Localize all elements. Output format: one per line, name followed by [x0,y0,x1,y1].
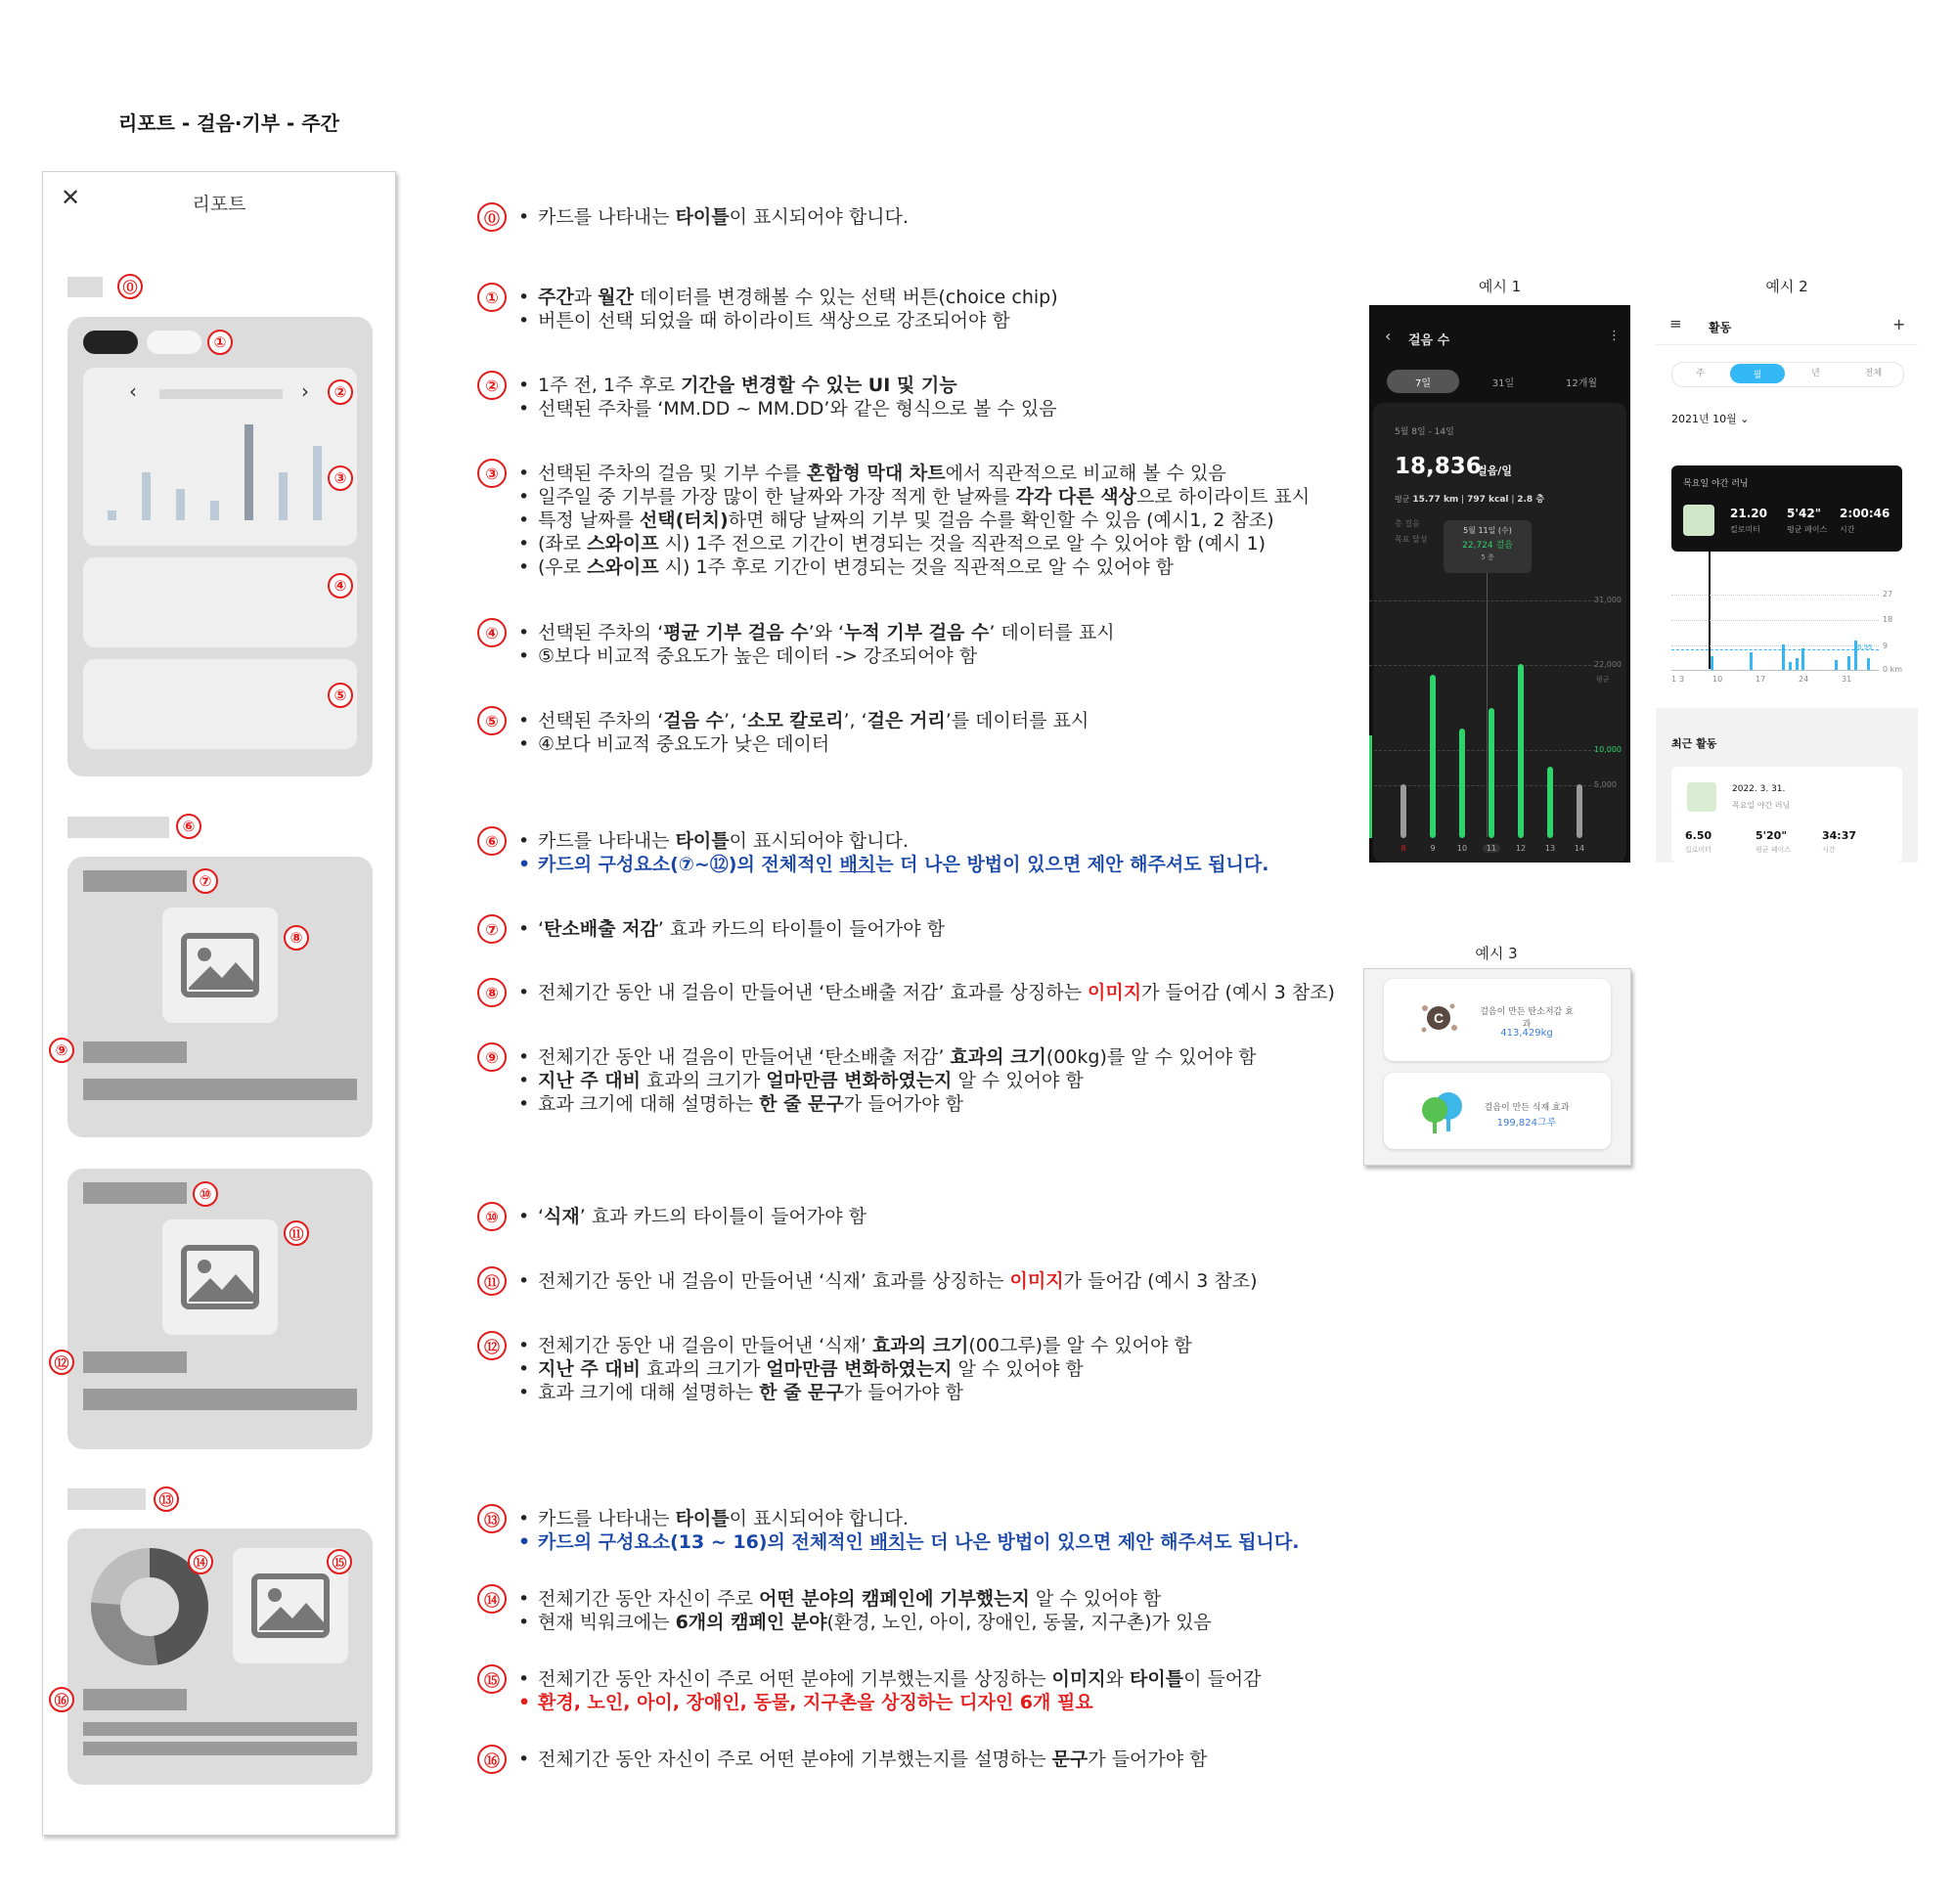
map-thumbnail-icon [1687,782,1716,812]
tree-icon [1419,1086,1464,1135]
day-tick[interactable]: 10 [1456,844,1468,853]
tab-12months[interactable]: 12개월 [1565,377,1598,389]
marker-7: ⑦ [477,914,507,944]
recent-name: 목요일 야간 러닝 [1732,801,1791,810]
distance-bar[interactable] [1835,660,1838,670]
header-title: 활동 [1709,321,1732,334]
desc-line: • 전체기간 동안 자신이 주로 어떤 분야의 캠페인에 기부했는지 알 수 있어야 함 [518,1587,1161,1611]
marker-0: ⓪ [477,202,507,232]
x-tick: 17 [1756,675,1766,684]
desc-line: • 카드의 구성요소(13 ~ 16)의 전체적인 배치는 더 나은 방법이 있으면 제안 해주셔도 됩니다. [518,1530,1299,1554]
menu-icon[interactable]: ≡ [1669,315,1682,332]
card-title-placeholder [83,870,187,892]
marker-13: ⑬ [477,1504,507,1533]
back-icon[interactable]: ‹ [1385,327,1392,345]
tab-7days[interactable]: 7일 [1387,370,1459,393]
close-icon[interactable]: ✕ [61,184,81,211]
metric-pace: 5'42" [1787,507,1821,520]
desc-line: • 일주일 중 기부를 가장 많이 한 날짜와 가장 적게 한 날짜를 각각 다른 색상으로 하이라이트 표시 [518,485,1310,509]
distance-bar[interactable] [1711,656,1713,670]
steps-stats-card [83,659,357,749]
header-title: 걸음 수 [1408,333,1450,348]
marker-9: ⑨ [49,1038,74,1063]
marker-15: ⑮ [477,1664,507,1694]
chart-bar[interactable] [279,472,288,520]
marker-0: ⓪ [117,274,143,299]
example2-label: 예시 2 [1765,278,1808,295]
metric-time-label: 시간 [1840,525,1855,534]
desc-line: • 선택된 주차의 걸음 및 기부 수를 혼합형 막대 차트에서 직관적으로 비교해 볼 수 있음 [518,462,1226,485]
add-icon[interactable]: + [1892,315,1906,333]
y-tick: 0 km [1883,665,1903,674]
distance-bar[interactable] [1801,648,1804,670]
card-title: 목요일 야간 러닝 [1683,479,1749,489]
description-list [477,0,1335,1858]
example1-label: 예시 1 [1478,278,1522,295]
marker-8: ⑧ [284,925,309,951]
x-axis-line [1671,670,1879,671]
date-range: 5월 8일 - 14일 [1395,427,1454,437]
recent-title: 최근 활동 [1671,737,1717,750]
avg-label: 평균 [1596,676,1610,684]
chart-bar[interactable] [313,446,322,520]
desc-line: • ④보다 비교적 중요도가 낮은 데이터 [518,732,829,756]
x-axis [1393,844,1598,860]
steps-bar[interactable] [1430,675,1436,838]
y-tick: 22,000 [1594,660,1622,669]
example3-screenshot [1363,968,1631,1166]
distance-bar[interactable] [1847,656,1850,670]
marker-12: ⑫ [49,1350,74,1375]
marker-11: ⑪ [477,1266,507,1296]
desc-line: • (우로 스와이프 시) 1주 후로 기간이 변경되는 것을 직관적으로 알 수 있어야 함 [518,555,1174,579]
marker-4: ④ [477,618,507,647]
metric-distance: 21.20 [1730,507,1767,520]
desc-line: • 카드를 나타내는 타이틀이 표시되어야 합니다. [518,205,909,229]
map-thumbnail-icon [1683,505,1714,536]
desc-line: • 선택된 주차의 ‘평균 기부 걸음 수’와 ‘누적 기부 걸음 수’ 데이터를 표시 [518,621,1115,644]
steps-bar[interactable] [1489,708,1494,838]
desc-line: • 특정 날짜를 선택(터치)하면 해당 날짜의 기부 및 걸음 수를 확인할 수 있음 (예시1, 2 참조) [518,509,1274,532]
marker-7: ⑦ [193,868,218,894]
tab-31days[interactable]: 31일 [1491,377,1515,389]
avg-donation-card [83,557,357,647]
day-tick[interactable]: 11 [1483,844,1500,853]
tooltip [1444,520,1532,573]
distance-bar[interactable] [1789,662,1792,670]
report-title: 리포트 [192,194,246,215]
prev-week-icon[interactable]: ‹ [129,379,137,403]
effect-text-placeholder [83,1079,357,1100]
desc-line: • 효과 크기에 대해 설명하는 한 줄 문구가 들어가야 함 [518,1092,963,1116]
section-title-placeholder [67,1488,146,1510]
day-tick[interactable]: 9 [1430,844,1436,853]
marker-16: ⑯ [477,1745,507,1774]
effect-value-placeholder [83,1351,187,1373]
desc-line: • 현재 빅워크에는 6개의 캠페인 분야(환경, 노인, 아이, 장애인, 동물, 지구촌)가 있음 [518,1611,1212,1634]
desc-line: • 전체기간 동안 내 걸음이 만들어낸 ‘탄소배출 저감’ 효과의 크기(00kg)를 알 수 있어야 함 [518,1045,1257,1069]
marker-14: ⑭ [477,1584,507,1614]
marker-5: ⑤ [477,706,507,735]
weekly-chip[interactable] [83,331,138,354]
steps-bar[interactable] [1400,784,1406,838]
campaign-text-placeholder [83,1722,357,1736]
section-title-placeholder [67,277,103,297]
chart-bar[interactable] [210,501,219,520]
recent-time-label: 시간 [1822,846,1836,854]
recent-date: 2022. 3. 31. [1732,784,1786,794]
next-week-icon[interactable]: › [301,379,309,403]
steps-bar[interactable] [1459,729,1465,838]
day-tick[interactable]: 8 [1400,844,1406,853]
distance-bar[interactable] [1782,644,1785,670]
desc-line: • 지난 주 대비 효과의 크기가 얼마만큼 변화하였는지 알 수 있어야 함 [518,1069,1084,1092]
steps-bar[interactable] [1518,664,1524,838]
desc-line: • 지난 주 대비 효과의 크기가 얼마만큼 변화하였는지 알 수 있어야 함 [518,1357,1084,1381]
desc-line: • (좌로 스와이프 시) 1주 전으로 기간이 변경되는 것을 직관적으로 알 수 있어야 함 (예시 1) [518,532,1266,555]
carbon-effect-value: 413,429kg [1500,1028,1553,1039]
y-tick: 9 [1883,642,1889,650]
desc-line: • ‘식재’ 효과 카드의 타이틀이 들어가야 함 [518,1205,867,1228]
marker-8: ⑧ [477,978,507,1007]
steps-bar[interactable] [1547,767,1553,838]
distance-bar[interactable] [1750,652,1753,670]
more-icon[interactable]: ⋮ [1608,329,1621,343]
y-tick: 10,000 [1594,745,1622,754]
desc-line: • 버튼이 선택 되었을 때 하이라이트 색상으로 강조되어야 함 [518,309,1010,332]
x-tick: 31 [1842,675,1852,684]
card-title-placeholder [83,1182,187,1204]
desc-line: • 카드의 구성요소(⑦~⑫)의 전체적인 배치는 더 나은 방법이 있으면 제안 해주셔도 됩니다. [518,853,1268,876]
steps-bar-chart[interactable] [1393,598,1598,838]
desc-line: • 선택된 주차를 ‘MM.DD ~ MM.DD’와 같은 형식으로 볼 수 있음 [518,397,1057,421]
marker-4: ④ [328,573,353,598]
example2-screenshot [1656,305,1918,863]
desc-line: • 1주 전, 1주 후로 기간을 변경할 수 있는 UI 및 기능 [518,374,957,397]
tooltip-date: 5월 11일 (수) [1463,526,1512,535]
marker-3: ③ [328,465,353,491]
tab-all[interactable]: 전체 [1864,369,1883,378]
desc-line: • 전체기간 동안 내 걸음이 만들어낸 ‘식재’ 효과를 상징하는 이미지가 들어감 (예시 3 참조) [518,1269,1258,1293]
planting-effect-title: 걸음이 만든 식재 효과 [1484,1103,1570,1113]
day-tick[interactable]: 14 [1574,844,1585,853]
desc-line: • 전체기간 동안 자신이 주로 어떤 분야에 기부했는지를 상징하는 이미지와 타이틀이 들어감 [518,1667,1262,1691]
example3-label: 예시 3 [1475,945,1518,962]
monthly-chip[interactable] [147,331,201,354]
marker-1: ① [477,283,507,312]
planting-effect-value: 199,824그루 [1496,1118,1557,1129]
desc-line: • 효과 크기에 대해 설명하는 한 줄 문구가 들어가야 함 [518,1381,963,1404]
goal-label: 목표 달성 [1395,535,1428,544]
recent-distance-label: 킬로미터 [1685,846,1712,854]
y-tick: 27 [1883,590,1893,598]
avg-steps-unit: 걸음/일 [1477,465,1512,477]
metric-time: 2:00:46 [1840,507,1890,520]
avg-tick: 6.95 [1857,643,1873,651]
y-tick: 31,000 [1594,596,1622,604]
page-title: 리포트 - 걸음·기부 - 주간 [118,111,339,135]
desc-line: • 전체기간 동안 자신이 주로 어떤 분야에 기부했는지를 설명하는 문구가 들어가야 함 [518,1748,1207,1771]
desc-line: • 주간과 월간 데이터를 변경해볼 수 있는 선택 버튼(choice chip) [518,286,1058,309]
x-tick: 10 [1712,675,1723,684]
gridline [1671,595,1879,597]
marker-13: ⑬ [154,1486,179,1512]
recent-pace: 5'20" [1756,829,1788,842]
svg-text:C: C [1433,1010,1445,1026]
marker-5: ⑤ [328,683,353,708]
tab-year[interactable]: 년 [1811,369,1820,378]
divider [1656,344,1918,345]
distance-bar[interactable] [1867,658,1870,670]
campaign-text-placeholder [83,1742,357,1755]
total-steps-label: 총 걸음 [1395,519,1420,528]
metric-pace-label: 평균 페이스 [1787,525,1828,534]
desc-line: • ⑤보다 비교적 중요도가 높은 데이터 -> 강조되어야 함 [518,644,977,668]
marker-6: ⑥ [176,814,201,839]
chart-bar[interactable] [108,510,116,520]
tab-week[interactable]: 주 [1696,369,1705,378]
example1-screenshot [1369,305,1630,863]
desc-line: • 카드를 나타내는 타이틀이 표시되어야 합니다. [518,1507,909,1530]
effect-value-placeholder [83,1041,187,1063]
tooltip-steps: 22,724 걸음 [1462,541,1513,551]
marker-11: ⑪ [284,1220,309,1246]
y-tick: 5,000 [1594,780,1617,789]
effect-text-placeholder [83,1389,357,1410]
marker-15: ⑮ [327,1549,352,1574]
distance-bar-chart[interactable] [1671,598,1879,670]
chart-bar[interactable] [142,472,151,520]
avg-steps-value: 18,836 [1395,454,1482,479]
tab-month[interactable]: 월 [1730,364,1785,383]
x-tick: 1 [1671,675,1677,684]
chart-bar[interactable] [176,489,185,520]
marker-12: ⑫ [477,1331,507,1360]
desc-line: • 환경, 노인, 아이, 장애인, 동물, 지구촌을 상징하는 디자인 6개 필요 [518,1691,1093,1714]
section-title-placeholder [67,817,169,838]
recent-distance: 6.50 [1685,829,1712,842]
y-tick: 18 [1883,615,1893,624]
metric-distance-label: 킬로미터 [1730,525,1760,534]
marker-14: ⑭ [188,1549,213,1574]
day-tick[interactable]: 13 [1544,844,1556,853]
wireframe-phone [42,171,396,1836]
mixed-bar-chart[interactable] [108,424,333,520]
distance-bar[interactable] [1796,658,1799,670]
distance-bar[interactable] [1854,641,1857,670]
chevron-down-icon: ⌄ [1740,413,1750,425]
marker-6: ⑥ [477,826,507,856]
carbon-effect-title: 걸음이 만든 탄소저감 효과 [1480,1007,1574,1030]
partial-bar [1369,735,1372,838]
month-selector[interactable]: 2021년 10월 ⌄ [1671,413,1750,425]
marker-2: ② [328,379,353,405]
tooltip-floor: 5 층 [1481,553,1494,561]
steps-bar[interactable] [1577,784,1582,838]
day-tick[interactable]: 12 [1515,844,1527,853]
carbon-icon [1419,998,1458,1038]
marker-10: ⑩ [193,1181,218,1207]
marker-3: ③ [477,459,507,488]
desc-line: • 카드를 나타내는 타이틀이 표시되어야 합니다. [518,829,909,853]
marker-2: ② [477,371,507,400]
campaign-title-placeholder [83,1689,187,1710]
desc-line: • ‘탄소배출 저감’ 효과 카드의 타이틀이 들어가야 함 [518,917,945,941]
recent-pace-label: 평균 페이스 [1756,846,1792,854]
recent-time: 34:37 [1822,829,1857,842]
desc-line: • 전체기간 동안 내 걸음이 만들어낸 ‘식재’ 효과의 크기(00그루)를 알 수 있어야 함 [518,1334,1192,1357]
marker-1: ① [207,330,233,355]
x-tick: 3 [1679,675,1685,684]
desc-line: • 전체기간 동안 내 걸음이 만들어낸 ‘탄소배출 저감’ 효과를 상징하는 이미지가 들어감 (예시 3 참조) [518,981,1335,1004]
marker-10: ⑩ [477,1202,507,1231]
image-placeholder-icon [162,908,278,1023]
marker-16: ⑯ [49,1687,74,1712]
desc-line: • 선택된 주차의 ‘걸음 수’, ‘소모 칼로리’, ‘걸은 거리’를 데이터를 표시 [518,709,1089,732]
x-tick: 24 [1799,675,1809,684]
image-placeholder-icon [162,1219,278,1335]
chart-bar[interactable] [244,424,253,520]
date-range-placeholder [159,389,283,399]
marker-9: ⑨ [477,1042,507,1072]
avg-stats: 평균 15.77 km | 797 kcal | 2.8 층 [1395,495,1545,505]
